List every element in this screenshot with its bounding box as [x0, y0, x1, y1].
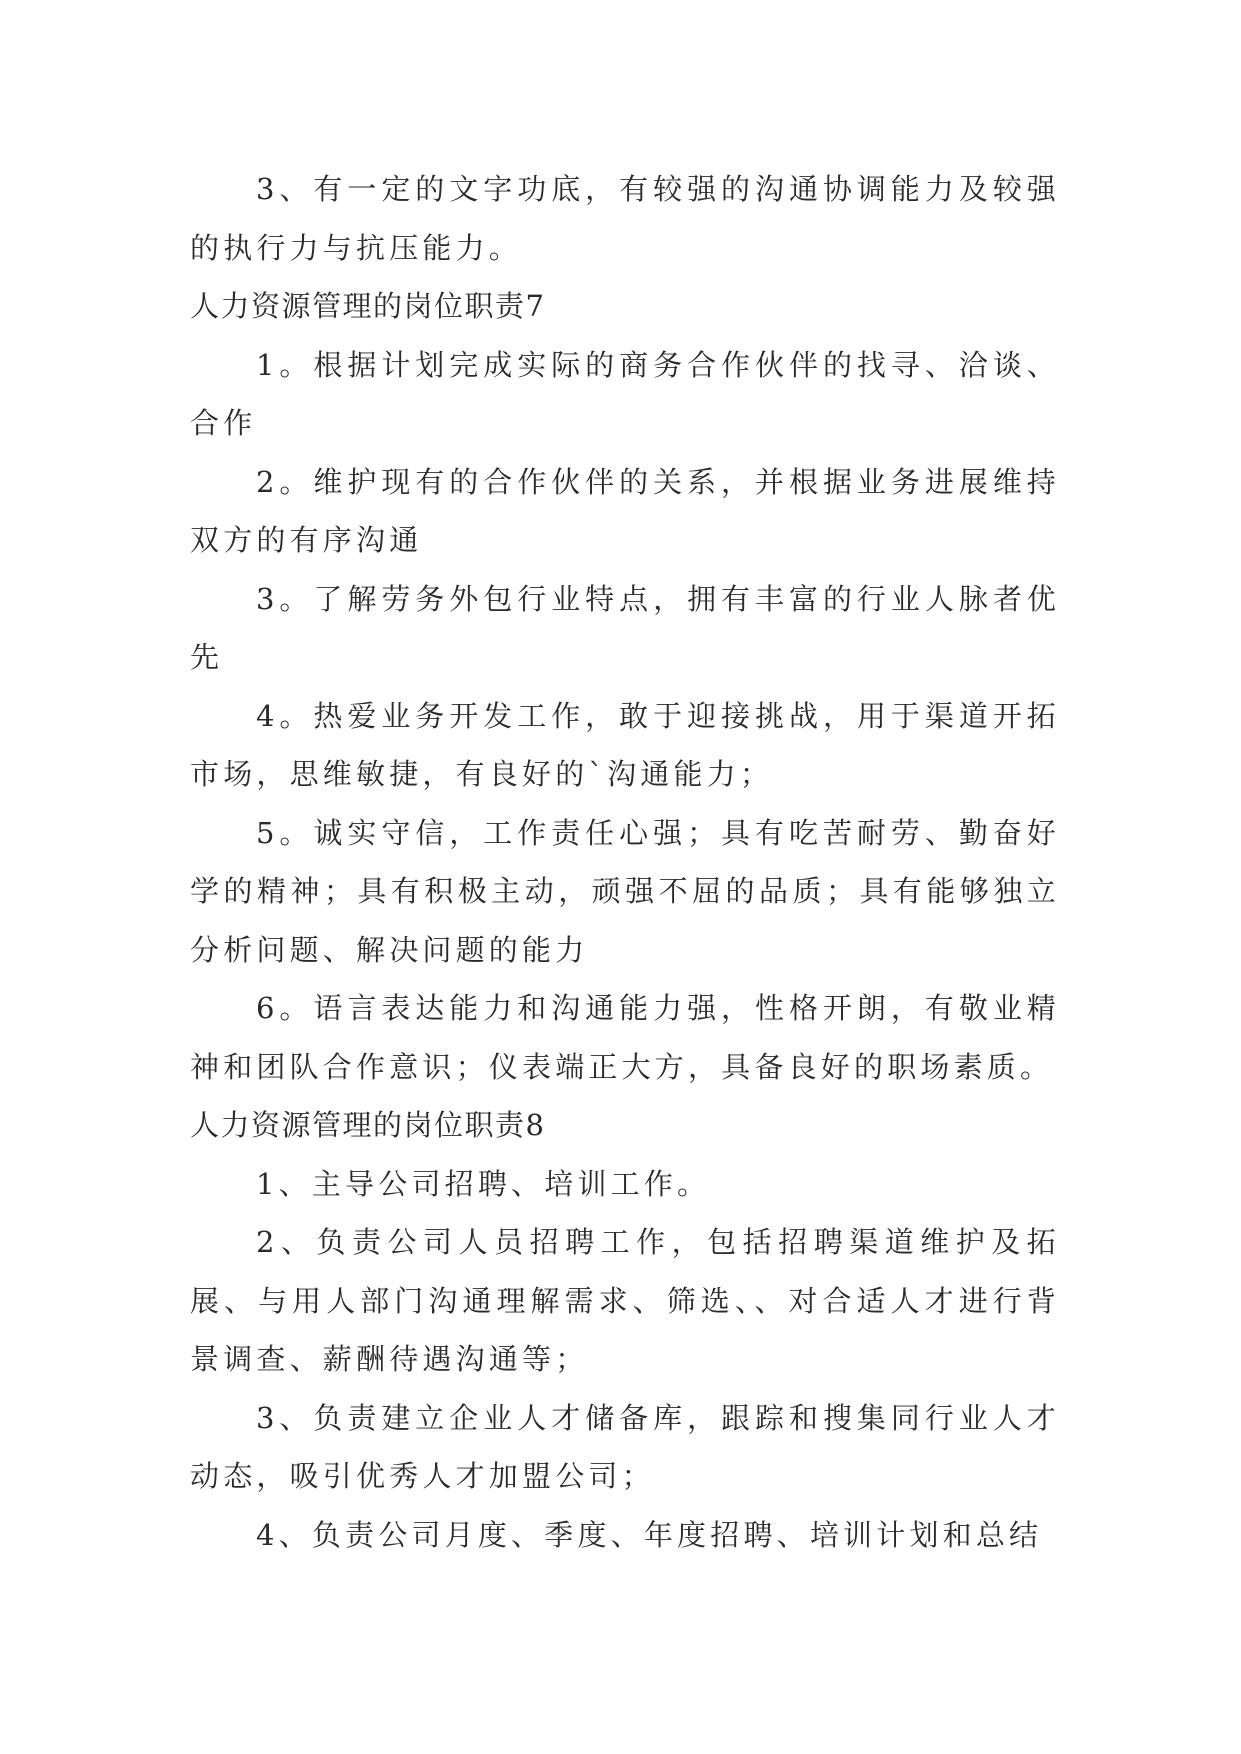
list-item: 1。根据计划完成实际的商务合作伙伴的找寻、洽谈、合作 — [190, 347, 1060, 440]
intro-item: 3、有一定的文字功底，有较强的沟通协调能力及较强的执行力与抗压能力。 — [190, 172, 1060, 265]
list-item: 2。维护现有的合作伙伴的关系，并根据业务进展维持双方的有序沟通 — [190, 464, 1060, 557]
list-item: 4。热爱业务开发工作，敢于迎接挑战，用于渠道开拓市场，思维敏捷，有良好的`沟通能力； — [190, 698, 1060, 791]
list-item: 1、主导公司招聘、培训工作。 — [256, 1166, 711, 1201]
section-heading-8: 人力资源管理的岗位职责8 — [190, 1108, 546, 1142]
list-item: 6。语言表达能力和沟通能力强，性格开朗，有敬业精神和团队合作意识；仪表端正大方，具备良好的职场素质。 — [190, 991, 1060, 1084]
list-item: 3。了解劳务外包行业特点，拥有丰富的行业人脉者优先 — [190, 581, 1060, 674]
list-item: 3、负责建立企业人才储备库，跟踪和搜集同行业人才动态，吸引优秀人才加盟公司； — [190, 1400, 1060, 1493]
list-item: 4、负责公司月度、季度、年度招聘、培训计划和总结 — [256, 1517, 1043, 1552]
section-heading-7: 人力资源管理的岗位职责7 — [190, 289, 546, 323]
document-body — [190, 160, 1060, 1564]
list-item: 2、负责公司人员招聘工作，包括招聘渠道维护及拓展、与用人部门沟通理解需求、筛选、、对合适人才进行背景调查、薪酬待遇沟通等； — [190, 1225, 1060, 1376]
list-item: 5。诚实守信，工作责任心强；具有吃苦耐劳、勤奋好学的精神；具有积极主动，顽强不屈的品质；具有能够独立分析问题、解决问题的能力 — [190, 815, 1060, 967]
